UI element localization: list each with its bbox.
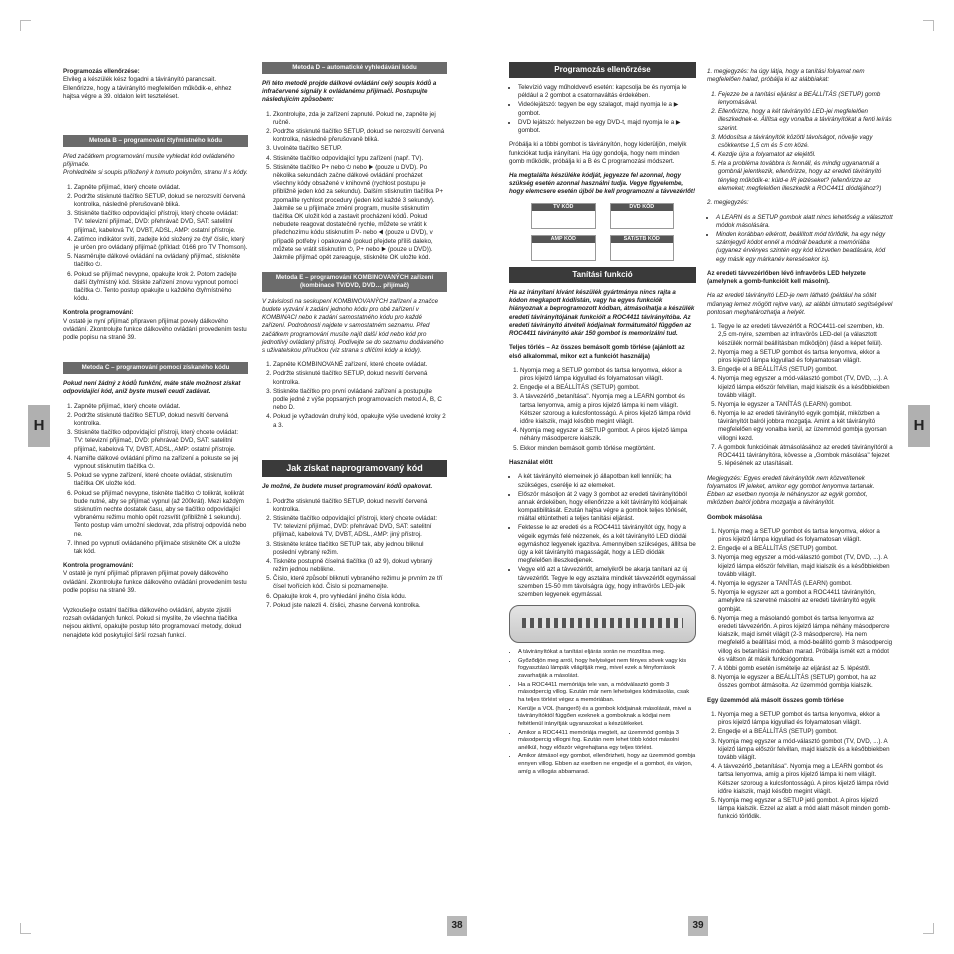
list-item: • A LEARN és a SETUP gombok alatt nincs lehetőség a választott módok másolására. <box>716 214 894 230</box>
list-item: 2. Podržte stisknuté tlačítko SETUP, dokud se nerozsvítí červená kontrolka, následně přerušovaně bliká. <box>273 128 447 144</box>
method-e-title: Metoda E – programování KOMBINOVANÝCH zařízení (kombinace TV/DVD, DVD… přijímač) <box>262 272 447 292</box>
check-title: Programozás ellenőrzése <box>509 62 696 78</box>
note2-heading: 2. megjegyzés: <box>707 199 749 207</box>
led-position-steps <box>707 323 894 468</box>
list-item: 4. Pokud je vyžadován druhý kód, opakujte výše uvedené kroky 2 a 3. <box>273 413 447 429</box>
method-d-steps <box>262 111 447 262</box>
list-item: 3. Stiskněte tlačítko pro první ovládané zařízení a postupujte podle jedné z výše popsaných programovacích metod A, B, C nebo D. <box>273 388 447 413</box>
list-item: • Amikor a ROC4411 memóriája megtelt, az üzemmód gombja 3 másodpercig villogni fog. Ezután nem lehet több kódot másolni anélkül, hogy először végrehajtana egy teljes törlést. <box>518 730 696 753</box>
crop-mark-bottom-left <box>20 923 31 934</box>
list-item: • Fektesse le az eredeti és a ROC4411 távirányítót úgy, hogy a végeik egymás felé nézzenek, és a két távirányító LED diódái egymáshoz legyenek igazítva. Amennyiben szükséges, állítsa be úgy a két távirányító magasságát, hogy a LED diódák megfelelően illeszkedjenek. <box>518 524 696 565</box>
list-item: 1. Fejezze be a tanítási eljárást a BEÁLLÍTÁS (SETUP) gomb lenyomásával. <box>718 91 894 107</box>
list-item: 1. Nyomja meg a SETUP gombot és tartsa lenyomva, ekkor a piros kijelző lámpa kigyullad és folyamatosan világít. <box>718 528 894 544</box>
copy-steps <box>707 528 894 691</box>
right-page-column-4 <box>707 62 894 824</box>
list-item: 5. Pokud se vypne zařízení, které chcete ovládat, stisknutím tlačítka OK uložte kód. <box>74 472 248 488</box>
list-item: 2. Podržte stisknuté tlačítko SETUP, dokud nesvítí červená kontrolka. <box>273 370 447 386</box>
left-page-column-2 <box>262 62 447 613</box>
list-item: 4. A távvezérlő „betanítása". Nyomja meg a LEARN gombot és tartsa lenyomva, amíg a piros kijelző lámpa ki nem világít. Kétszer szoroug a kulcsfontosságú. A piros kijelző lámpa rövid időre kialszik, majd később megint világít. <box>718 763 894 796</box>
list-item: 4. Namiřte dálkové ovládání přímo na zařízení a pokuste se jej vypnout stisknutím tlačítka ⏻. <box>74 455 248 471</box>
list-item: 1. Nyomja meg a SETUP gombot és tartsa lenyomva, ekkor a piros kijelző lámpa kigyullad és folyamatosan világít. <box>520 367 696 383</box>
led-position-heading: Az eredeti távvezérlőben lévő infravörös LED helyzete (amelynek a gomb-funkcióit kell másolni). <box>707 269 866 286</box>
check-note: Próbálja ki a többi gombot is távirányítón, hogy kiderüljön, melyik funkciókat tudja irányítani. Ha úgy gondolja, hogy nem minden gomb működik, próbálja ki a B és C programozási módszert. <box>509 141 687 165</box>
list-item: 3. Nyomja meg egyszer a mód-választó gombot (TV, DVD, ...). A kijelző lámpa először felvillan, majd kialszik és a későbbiekben tovább világít. <box>718 738 894 763</box>
list-item: 2. Engedje el a BEÁLLÍTÁS (SETUP) gombot. <box>520 384 696 392</box>
list-item: 3. Módosítsa a távirányítók közötti távolságot, növelje vagy csökkentse 1,5 cm és 5 cm közé. <box>718 134 894 150</box>
code-box-dvd: DVD KÓD <box>610 203 675 229</box>
list-item: • Győződjön meg arról, hogy helyiséget nem fényes sövek vagy kis fogyasztású lámpák világítják meg, mivel ezek a fényforrások zavarhatják a másolást. <box>518 658 696 681</box>
single-clear-heading: Egy üzemmód alá másolt összes gomb törlése <box>707 696 844 704</box>
list-item: 2. Engedje el a BEÁLLÍTÁS (SETUP) gombot. <box>718 545 894 553</box>
list-item: 3. Nyomja meg egyszer a mód-választó gombot (TV, DVD, ...). A kijelző lámpa először felvillan, majd kialszik és a későbbiekben tovább világít. <box>718 554 894 579</box>
note1-steps <box>707 91 894 193</box>
list-item: 2. Nyomja meg a SETUP gombot és tartsa lenyomva, ekkor a piros kijelző lámpa kigyullad és folyamatosan világít. <box>718 349 894 365</box>
right-page-column-3 <box>509 62 696 779</box>
list-item: 1. Zkontrolujte, zda je zařízení zapnuté. Pokud ne, zapněte jej ručně. <box>273 111 447 127</box>
method-b-intro: Před začátkem programování musíte vyhledat kód ovládaného přijímače. <box>63 152 235 169</box>
list-item: 5. Číslo, které způsobí bliknutí vybraného režimu je prvním ze tří čísel tvořících kód. Číslo si poznamenejte. <box>273 575 447 591</box>
usage-items-2 <box>509 649 696 776</box>
side-tab-left: H <box>28 405 50 447</box>
method-b-steps <box>63 184 248 304</box>
list-item: 1. Nyomja meg a SETUP gombot és tartsa lenyomva, ekkor a piros kijelző lámpa kigyullad és folyamatosan világít. <box>718 711 894 727</box>
check-items <box>509 84 696 135</box>
list-item: 7. A többi gomb esetén ismételje az eljárást az 5. lépéstől. <box>718 665 894 673</box>
note1-heading: 1. megjegyzés: <box>707 68 749 76</box>
list-item: 4. Nyomja le egyszer a TANÍTÁS (LEARN) gombot. <box>718 580 894 588</box>
list-item: 4. Nyomja meg egyszer a mód-választó gombot (TV, DVD, ...). A kijelző lámpa először felvillan, majd kialszik és a későbbiekben tovább világít. <box>718 375 894 400</box>
intro-heading: Programozás ellenőrzése: <box>63 68 140 76</box>
usage-heading: Használat előtt <box>509 458 553 466</box>
list-item: 7. Ihned po vypnutí ovládaného přijímače stiskněte OK a uložte tak kód. <box>74 540 248 556</box>
list-item: 1. Zapněte přijímač, který chcete ovládat. <box>74 184 248 192</box>
learn-subheading: Teljes törlés – Az összes bemásolt gomb törlése (ajánlott az első alkalommal, mikor ezt a funkciót használja) <box>509 344 685 360</box>
method-e-intro: V závislosti na seskupení KOMBINOVANÝCH zařízení a značce budete vyzvání k zadání jednoho kódu pro obě zařízení v KOMBINACI nebo k zadání samostatného kódu pro každé zařízení. Podrobnosti najdete v samostatném seznamu. Před začátkem programování musíte najít další kód nebo kód pro jednotlivý ovládaný přístroj. Podívejte se do seznamu dodávaného s uživatelskou příručkou (viz strana s dlíčími kódy a kódy). <box>262 297 444 354</box>
method-c-steps <box>63 403 248 556</box>
list-item: 3. Uvolněte tlačítko SETUP. <box>273 145 447 153</box>
method-c-title: Metoda C – programování pomocí získaného kódu <box>63 362 248 374</box>
list-item: 7. Pokud jste nalezli 4. číslici, zhasne červená kontrolka. <box>273 602 447 610</box>
list-item: 1. Tegye le az eredeti távvezérlőt a ROC4411-cel szemben, kb. 2,5 cm-nyire, szemben az infravörös LED-del (a választott készülék normál beállításban működjön) (lásd a képet felül). <box>718 323 894 348</box>
list-item: 3. A távvezérlő „betanítása". Nyomja meg a LEARN gombot és tartsa lenyomva, amíg a piros kijelző lámpa ki nem világít. Kétszer szoroug a kulcsfontosságú. A piros kijelző lámpa rövid időre kialszik, majd később megint világít. <box>520 393 696 426</box>
page-number-left: 38 <box>447 916 467 936</box>
list-item: 5. Nasměrujte dálkové ovládání na ovládaný přijímač, stiskněte tlačítko ⏻. <box>74 253 248 269</box>
learn-code-title: Jak získat naprogramovaný kód <box>262 460 447 477</box>
single-clear-steps <box>707 711 894 821</box>
list-item: 6. Nyomja le az eredeti távirányító egyik gombját, miközben a távirányítót balról jobbra mozgatja. Amint a két távirányító megfelelően egy vonalba kerül, az üzemmód gombja gyorsan villogni kezd. <box>718 410 894 443</box>
list-item: 1. Podržte stisknuté tlačítko SETUP, dokud nesvítí červená kontrolka. <box>273 498 447 514</box>
code-box-amp: AMP KÓD <box>531 235 596 261</box>
code-boxes <box>509 203 696 261</box>
method-c-intro: Pokud není žádný z kódů funkční, máte stále možnost získat odpovídající kód, aniž byste museli ceudí zadávat. <box>63 380 241 396</box>
list-item: 6. Pokud se přijímač nevypne, tiskněte tlačítko ⏻ tolikrát, kolikrát bude nutné, aby se přijímač vypnul (až 200krát). Mezi každým stisknutím nechte dostatek času, aby se tlačítko odpovídající vybranému režimu mohlo opět rozsvítit (přibližně 1 sekundu). Tento postup vám umožní sledovat, zda přístroj odpovídá nebo ne. <box>74 490 248 539</box>
note2-items <box>707 214 894 264</box>
intro-text: Elvileg a készülék kész fogadni a távirányító parancsait. Ellenőrizze, hogy a távirányító megfelelően működik-e, ehhez hajtsa végre a 39. oldalon leírt teszteléset. <box>63 76 232 100</box>
list-item: 6. Pokud se přijímač nevypne, opakujte krok 2. Potom zadejte další čtyřmístný kód. Stiskte zařízení znovu vypnout pomocí tlačítka ⏻. Tento postup opakujte u každého čtyřmístného kódu. <box>74 271 248 304</box>
list-item: 2. Stiskněte tlačítko odpovídající přístroji, který chcete ovládat: TV: televizní přijímač, DVD: přehrávač DVD, SAT: satelitní přijímač, kabelová TV, DVBT, ADSL, AMP: jiný přístroj. <box>273 515 447 540</box>
list-item: 3. Engedje el a BEÁLLÍTÁS (SETUP) gombot. <box>718 366 894 374</box>
copy-heading: Gombok másolása <box>707 513 763 521</box>
list-item: 6. Nyomja meg a másolandó gombot és tartsa lenyomva az eredeti távvezérlőn. A piros kijelző lámpa néhány másodpercre kialszik, majd ismét világít (2-3 másodpercre). Ha nem megfelelő a beállítási mód, a mód-beállító gomb 3 másodpercig villog és betanítási módban marad. Próbálja ismét ezt a módot és váltson át másik funkciógombra. <box>718 615 894 664</box>
check-text-c: V ostatě je nyní přijímač připraven přijímat povely dálkového ovládání. Zkontrolujte funkce dálkového ovládání provedením testu podle popisu na straně 39. <box>63 570 247 594</box>
list-item: 2. Podržte stisknuté tlačítko SETUP, dokud se nerozsvítí červená kontrolka, následně přerušovaně bliká. <box>74 193 248 209</box>
usage-items <box>509 473 696 599</box>
list-item: 3. Stiskněte tlačítko odpovídající přístroji, který chcete ovládat: TV: televizní přijímač, DVD: přehrávač DVD, SAT: satelitní přijímač, kabelová TV, DVBT, ADSL, AMP: ostatní přístroje. <box>74 210 248 235</box>
crop-mark-top-left <box>20 20 31 31</box>
list-item: • Vegye elő azt a távvezérlőt, amelyikről be akarja tanítani az új távvezérlőt. Tegye le egy asztalra mindkét távvezérlőt egymással szemben 15-50 mm távolságra úgy, hogy infravörös LED-jeik szemben legyenek egymással. <box>518 566 696 599</box>
list-item: 5. Nyomja le egyszer a TANÍTÁS (LEARN) gombot. <box>718 401 894 409</box>
side-tab-right: H <box>908 405 930 447</box>
method-d-title: Metoda D – automatické vyhledávání kódu <box>262 62 447 74</box>
list-item: 5. Ekkor minden bemásolt gomb törlése megtörtént. <box>520 445 696 453</box>
list-item: • Kerülje a VOL (hangerő) és a gombok kódjainak másolását, mivel a távirányítóktól függően ezeknek a gomboknak a kódjai nem feltétlenül irányítják ugyanazokat a készülékeket. <box>518 706 696 729</box>
list-item: 6. Opakujte krok 4, pro vyhledání jiného čísla kódu. <box>273 593 447 601</box>
list-item: • DVD lejátszó: helyezzen be egy DVD-t, majd nyomja le a ▶ gombot. <box>518 119 696 135</box>
outro-text: Vyzkoušejte ostatní tlačítka dálkového ovládání, abyste zjistili rozsah ovládaných funkcí. Pokud si myslíte, že všechna tlačítka nejsou aktivní, opakujte postup této programovací metody, dokud nenajdete kód poskytující širší rozsah funkcí. <box>63 607 242 639</box>
list-item: 4. Tiskněte postupně číselná tlačítka (0 až 9), dokud vybraný režim jednou neblikne. <box>273 558 447 574</box>
list-item: • Ha a ROC4411 memóriája tele van, a módválasztó gomb 3 másodpercig villog. Ezután már nem lehetséges kódmásolás, csak ha teljes törlést végez a memóriában. <box>518 682 696 705</box>
check-text-b: V ostatě je nyní přijímač připraven přijímat povely dálkového ovládání. Zkontrolujte funkce dálkového ovládání provedením testu podle popisu na straně 39. <box>63 317 247 341</box>
check-heading-c: Kontrola programování: <box>63 562 134 570</box>
check-heading-b: Kontrola programování: <box>63 309 134 317</box>
list-item: 5. Nyomja le egyszer azt a gombot a ROC4411 távirányítón, amelyikre rá szeretné másolni az eredeti távirányító egyik gombját. <box>718 589 894 614</box>
check-bold-note: Ha megtalálta készüléke kódját, jegyezze fel azonnal, hogy szükség esetén azonnal használni tudja. Vegye figyelembe, hogy elemcsere esetén újból be kell programozni a távvezérlőt! <box>509 172 696 196</box>
list-item: 4. Zatímco indikátor svítí, zadejte kód složený ze čtyř číslic, který je určen pro ovládaný přijímač (příklad: 0166 pro TV Thomson). <box>74 236 248 252</box>
learn-steps <box>509 367 696 453</box>
learn-code-steps <box>262 498 447 610</box>
left-page-column-1 <box>63 62 248 646</box>
code-box-tv: TV KÓD <box>531 203 596 229</box>
list-item: 8. Nyomja le egyszer a BEÁLLÍTÁS (SETUP) gombot, ha az összes gombot átmásolta. Az üzemmód gombja kialszik. <box>718 674 894 690</box>
note1-text: ha úgy látja, hogy a tanítási folyamat nem megfelelően halad, próbálja ki az alábbiakat: <box>707 68 865 84</box>
crop-mark-top-right <box>923 20 934 31</box>
method-d-intro: Při této metodě projde dálkové ovládání celý soupis kódů a infračervené signály k ovládanému přijímači. Postupujte následujícím způsobem: <box>262 79 437 104</box>
list-item: • Minden korábban elkérott, beállított mód törlődik, ha egy négy számjegyű kódot ennél a módnál beadunk a memóriába (ugyanez érvényes szintén egy kód közvetlen beadására, kód egy másik egy márkanév keresésekor is). <box>716 231 894 264</box>
method-b-title: Metoda B – programování čtyřmístného kódu <box>63 135 248 147</box>
list-item: • A két távirányító elemeinek jó állapotban kell lenniük; ha szükséges, cserélje ki az elemeket. <box>518 473 696 489</box>
led-position-intro: Ha az eredeti távirányító LED-je nem látható (például ha sötét műanyag lemez mögött rejtve van), az alábbi útmutató segítségével pontosan meghatározhatja a helyét. <box>707 292 893 316</box>
list-item: • Videólejátszó: tegyen be egy szalagot, majd nyomja le a ▶ gombot. <box>518 101 696 117</box>
list-item: 2. Podržte stisknuté tlačítko SETUP, dokud nesvítí červená kontrolka. <box>74 412 248 428</box>
list-item: • Először másoljon át 2 vagy 3 gombot az eredeti távirányítóból annak érdekében, hogy ellenőrizze a két távirányító kódjainak kompatibilitását. Ezután hajtsa végre a gombok teljes törlését, miáltal eltüntetheti a teljes tanítási eljárást. <box>518 491 696 524</box>
list-item: • Amikor átmásol egy gombot, ellenőrizheti, hogy az üzemmód gombja ennyen villog. Ebben az esetben ne engedje el a gombot, és várjon, amíg a villogás abbamarad. <box>518 753 696 776</box>
learn-title: Tanítási funkció <box>509 267 696 283</box>
led-position-note: Megjegyzés: Egyes eredeti távirányítók nem közvetítenek folyamatos IR jeleket, amikor egy gombot lenyomva tartanak. Ebben az esetben nyomja le néhányszor az egyik gombot, miközben balról jobbra mozgatja a távirányítót. <box>707 474 875 507</box>
list-item: 4. Kezdje újra a folyamatot az elejétől. <box>718 151 894 159</box>
learn-intro: Ha az irányítani kívánt készülék gyártmánya nincs rajta a kódon megkapott kódlistán, vagy ha egyes funkciók hiányoznak a beprogramozott kódban, átmásolhatja a készülék eredeti távirányítójának funkcióit a ROC4411 távirányítóba. Az eredeti távirányító átvételi kódjainak formátumától függően az ROC4411 távirányító akár 150 gombot is memorizálni tud. <box>509 289 695 337</box>
list-item: 5. Nyomja meg egyszer a SETUP jelű gombot. A piros kijelző lámpa kialszik. Ezzel az alatt a mód alatt másolt minden gomb-funkció törlődik. <box>718 797 894 822</box>
method-b-intro2: Prohledněte si soupis přiložený k tomuto pokynům, stranu II s kódy. <box>63 169 248 177</box>
crop-mark-bottom-right <box>923 923 934 934</box>
list-item: 4. Stiskněte tlačítko odpovídající typu zařízení (např. TV). <box>273 155 447 163</box>
list-item: 4. Nyomja meg egyszer a SETUP gombot. A piros kijelző lámpa néhány másodpercre kialszik. <box>520 427 696 443</box>
list-item: 5. Ha a probléma továbbra is fennáll, és mindig ugyanannál a gombnál jelentkezik, ellenőrizze, hogy az eredeti távirányító tényleg működik-e: küld-e IR jelzéseket? (ellenőrizze az elemeket; megfelelően illeszkedik a ROC4411 diódájához?) <box>718 160 894 193</box>
list-item: • Televízió vagy műholdvevő esetén: kapcsolja be és nyomja le például a 2 gombot a csatornaváltás érdekében. <box>518 84 696 100</box>
list-item: • A távirányítókat a tanítási eljárás során ne mozdítsa meg. <box>518 649 696 657</box>
remote-illustration <box>509 605 696 643</box>
list-item: 3. Stiskněte krátce tlačítko SETUP tak, aby jednou bliknul poslední vybraný režim. <box>273 541 447 557</box>
page-number-right: 39 <box>688 916 708 936</box>
list-item: 1. Zapněte přijímač, který chcete ovládat. <box>74 403 248 411</box>
code-box-sat: SAT/STB KÓD <box>610 235 675 261</box>
list-item: 5. Stiskněte tlačítko P+ nebo ⏻ nebo ▶ (pouze u DVD). Po několika sekundách začne dálkové ovládání procházet všechny kódy obsažené v knihovně (rychlost postupu je přibližně jeden kód za sekundu). Dalším stisknutím tlačítka P+ zpomalíte rychlost procedury (jeden kód každé 3 sekundy). Jakmile se u přijímače změní program, musíte stisknutím tlačítka OK uložit kód a zastavit procházení kódů. Pokud nebudete reagovat dostatečně rychle, můžete se vrátit k předchozímu kódu stisknutím P- nebo ◀ (pouze u DVD), v případě potřeby i opakovaně (pokud přejdete příliš daleko, můžete se vrátit stisknutím ⏻, P+ nebo ▶ (pouze u DVD)). Jakmile přijímač opět zareaguje, stiskněte OK uložte kód. <box>273 164 447 262</box>
list-item: 1. Zapněte KOMBINOVANÉ zařízení, které chcete ovládat. <box>273 361 447 369</box>
learn-code-intro: Je možné, že budete muset programování kódů opakovat. <box>262 483 433 491</box>
method-e-steps <box>262 361 447 430</box>
list-item: 7. A gombok funkcióinak átmásolásához az eredeti távirányítóról a ROC4411 távirányítóra, kövesse a „Gombok másolása" fejezet 5. lépésének az utasításait. <box>718 444 894 469</box>
list-item: 2. Engedje el a BEÁLLÍTÁS (SETUP) gombot. <box>718 728 894 736</box>
list-item: 3. Stiskněte tlačítko odpovídající přístroji, který chcete ovládat: TV: televizní přijímač, DVD: přehrávač DVD, SAT: satelitní přijímač, kabelová TV, DVBT, ADSL, AMP: ostatní přístroje. <box>74 429 248 454</box>
list-item: 2. Ellenőrizze, hogy a két távirányító LED-jei megfelelően illeszkednek-e. Állítsa egy vonalba a távirányítókat a fenti leírás szerint. <box>718 108 894 133</box>
